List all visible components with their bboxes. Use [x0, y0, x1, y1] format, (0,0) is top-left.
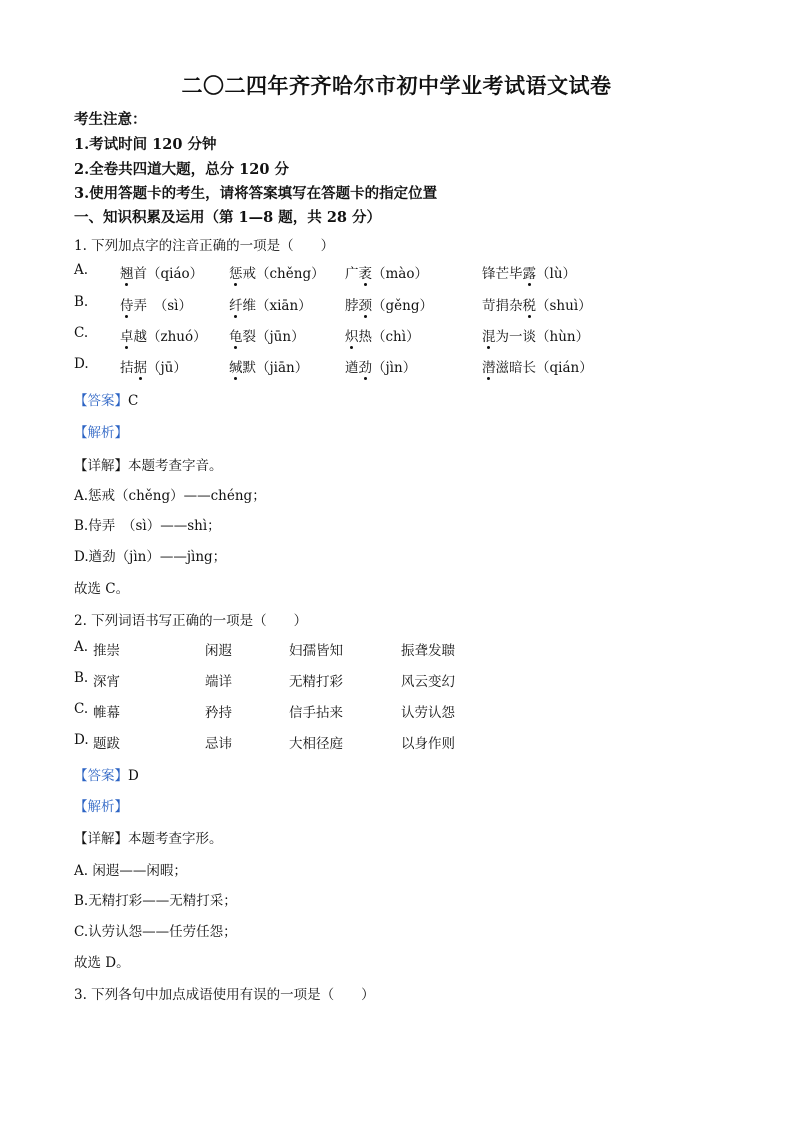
option-item — [482, 325, 589, 345]
option-text: 弄 （sì） — [133, 298, 192, 314]
option-text: 脖 — [345, 298, 359, 314]
option-item: 大相径庭 — [289, 736, 343, 752]
option-item — [345, 325, 420, 345]
option-text: 拮 — [120, 360, 134, 376]
option-label: D. — [74, 356, 89, 372]
dotted-character: 劲 — [359, 356, 373, 376]
option-text: 滋暗长（qián） — [495, 360, 593, 376]
option-item: 题跋 — [93, 736, 120, 752]
option-text: 遒 — [345, 360, 359, 376]
option-text: （lù） — [536, 266, 577, 282]
option-item — [229, 262, 325, 282]
notice-item: 2.全卷共四道大题，总分 120 分 — [74, 161, 289, 178]
dotted-character: 龟 — [229, 325, 243, 345]
option-item: 推崇 — [93, 643, 120, 659]
option-text: （jū） — [147, 360, 187, 376]
answer-line — [74, 764, 139, 784]
option-item: 帷幕 — [93, 705, 120, 721]
explain-line: D.遒劲（jìn）——jìng； — [74, 549, 227, 565]
answer-line — [74, 389, 138, 409]
option-item: 认劳认怨 — [401, 705, 455, 721]
option-label: B. — [74, 294, 89, 310]
option-label: A. — [74, 262, 89, 278]
dotted-character: 惩 — [229, 262, 243, 282]
option-item: 振聋发聩 — [401, 643, 455, 659]
answer-value: D — [128, 768, 139, 784]
option-text: （gěng） — [372, 298, 433, 314]
answer-value: C — [128, 393, 139, 409]
detail-tag: 【详解】 — [74, 458, 128, 474]
detail-line — [74, 454, 223, 474]
answer-tag: 【答案】 — [74, 393, 128, 409]
option-text: 戒（chěng） — [242, 266, 325, 282]
question-3-stem: 3. 下列各句中加点成语使用有误的一项是（ ） — [74, 987, 375, 1003]
option-item: 矜持 — [205, 705, 232, 721]
dotted-character: 据 — [134, 356, 148, 376]
option-item: 深宵 — [93, 674, 120, 690]
explain-line: B.无精打彩——无精打采； — [74, 893, 237, 909]
option-label: A. — [74, 639, 89, 655]
option-item: 妇孺皆知 — [289, 643, 343, 659]
option-item — [229, 325, 305, 345]
option-label: C. — [74, 701, 89, 717]
exam-title: 二〇二四年齐齐哈尔市初中学业考试语文试卷 — [181, 73, 612, 98]
dotted-character: 露 — [523, 262, 537, 282]
option-item — [229, 294, 312, 314]
option-label: C. — [74, 325, 89, 341]
conclusion: 故选 D。 — [74, 955, 130, 971]
option-item: 以身作则 — [401, 736, 455, 752]
explain-line: C.认劳认怨——任劳任怨； — [74, 924, 237, 940]
option-text: 苛捐杂 — [482, 298, 523, 314]
option-label: B. — [74, 670, 89, 686]
question-1-stem: 1. 下列加点字的注音正确的一项是（ ） — [74, 238, 335, 254]
notice-item: 1.考试时间 120 分钟 — [74, 136, 217, 153]
dotted-character: 混 — [482, 325, 496, 345]
option-label: D. — [74, 732, 89, 748]
dotted-character: 卓 — [120, 325, 134, 345]
dotted-character: 颈 — [359, 294, 373, 314]
detail-text: 本题考查字音。 — [128, 458, 223, 474]
explain-line: A.惩戒（chěng）——chéng； — [74, 488, 266, 504]
explain-line: B.侍弄 （sì）——shì； — [74, 518, 221, 534]
notice-item: 3.使用答题卡的考生，请将答案填写在答题卡的指定位置 — [74, 185, 438, 202]
conclusion: 故选 C。 — [74, 581, 130, 597]
option-text: 裂（jūn） — [242, 329, 305, 345]
option-item — [482, 262, 576, 282]
option-item — [120, 356, 187, 376]
option-text: 为一谈（hùn） — [495, 329, 590, 345]
option-item — [120, 325, 207, 345]
explain-line: A. 闲遐——闲暇； — [74, 863, 187, 879]
option-item — [229, 356, 308, 376]
dotted-character: 炽 — [345, 325, 359, 345]
detail-text: 本题考查字形。 — [128, 831, 223, 847]
option-text: （shuì） — [536, 298, 592, 314]
answer-tag: 【答案】 — [74, 768, 128, 784]
option-text: 越（zhuó） — [133, 329, 207, 345]
option-item — [345, 294, 433, 314]
dotted-character: 翘 — [120, 262, 134, 282]
dotted-character: 袤 — [359, 262, 373, 282]
analysis-tag: 【解析】 — [74, 799, 128, 815]
dotted-character: 侍 — [120, 294, 134, 314]
analysis-tag: 【解析】 — [74, 425, 128, 441]
option-text: 默（jiān） — [242, 360, 309, 376]
option-text: 广 — [345, 266, 359, 282]
option-text: （mào） — [372, 266, 428, 282]
option-text: 首（qiáo） — [133, 266, 204, 282]
option-text: 热（chì） — [358, 329, 420, 345]
dotted-character: 潜 — [482, 356, 496, 376]
option-item: 忌讳 — [205, 736, 232, 752]
option-item: 风云变幻 — [401, 674, 455, 690]
option-item — [482, 356, 593, 376]
section-heading: 一、知识积累及运用（第 1—8 题，共 28 分） — [74, 209, 382, 226]
dotted-character: 纤 — [229, 294, 243, 314]
option-item — [120, 262, 203, 282]
option-text: （jìn） — [372, 360, 417, 376]
option-item: 端详 — [205, 674, 232, 690]
question-2-stem: 2. 下列词语书写正确的一项是（ ） — [74, 613, 308, 629]
option-text: 维（xiān） — [242, 298, 312, 314]
option-item — [345, 356, 416, 376]
dotted-character: 税 — [523, 294, 537, 314]
option-item: 无精打彩 — [289, 674, 343, 690]
detail-line — [74, 827, 223, 847]
dotted-character: 缄 — [229, 356, 243, 376]
option-text: 锋芒毕 — [482, 266, 523, 282]
notice-heading: 考生注意： — [74, 111, 147, 128]
option-item — [345, 262, 428, 282]
option-item: 信手拈来 — [289, 705, 343, 721]
option-item — [482, 294, 592, 314]
option-item — [120, 294, 192, 314]
detail-tag: 【详解】 — [74, 831, 128, 847]
option-item: 闲遐 — [205, 643, 232, 659]
